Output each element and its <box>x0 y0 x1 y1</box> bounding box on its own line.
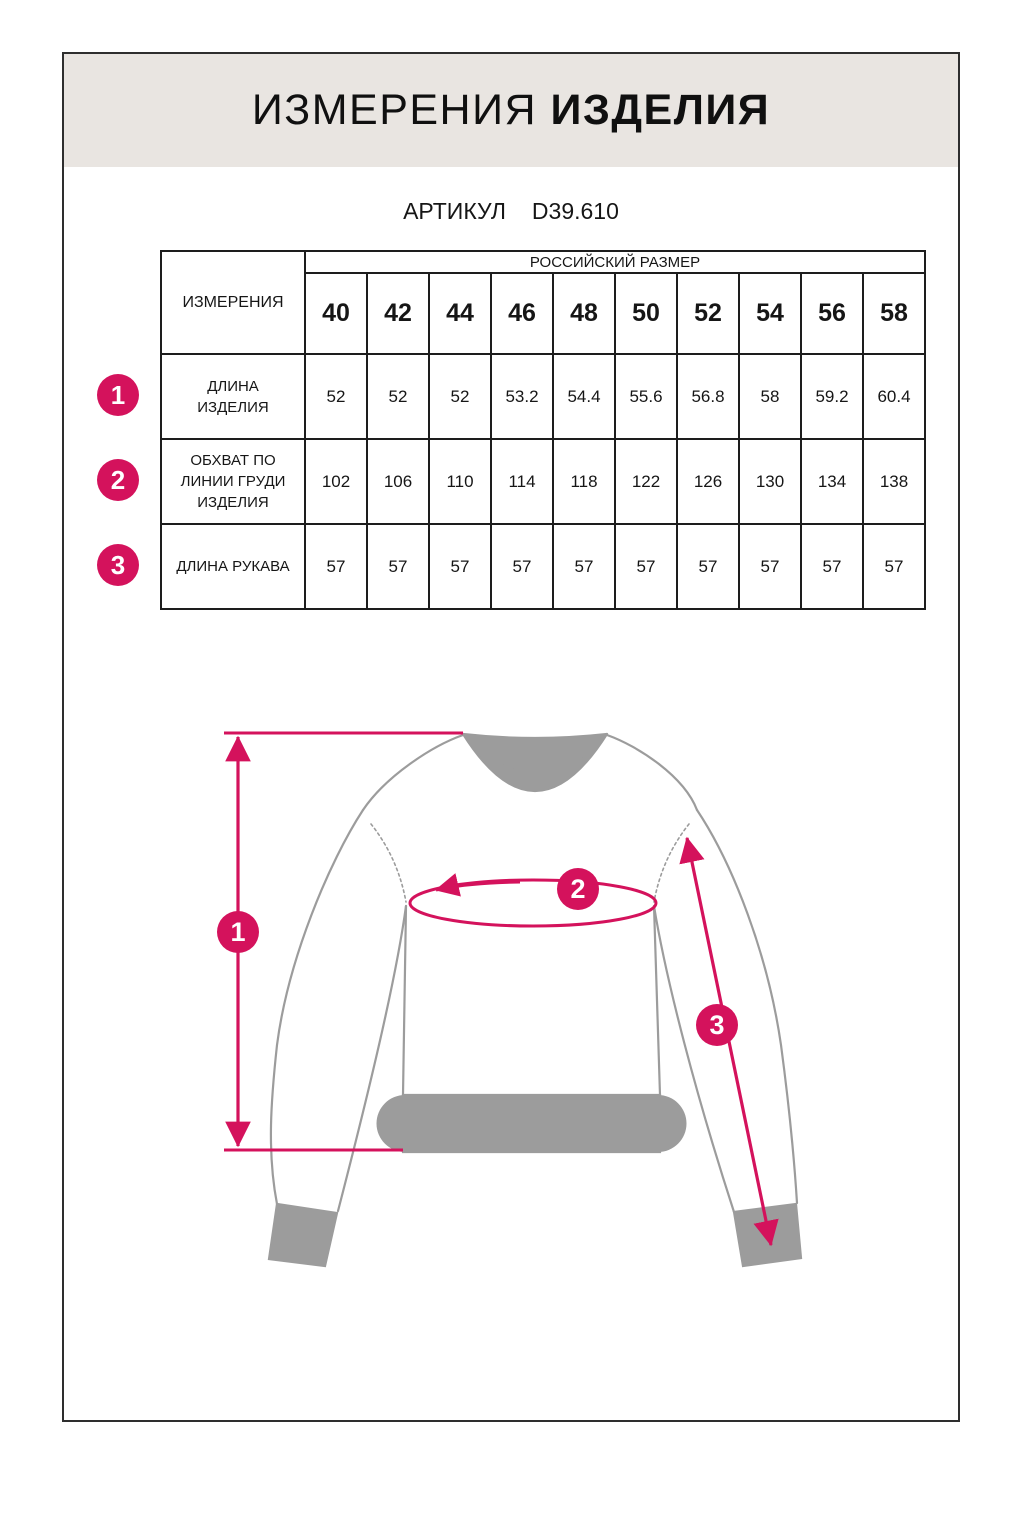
value-cell: 114 <box>491 439 553 524</box>
table-row-sleeve <box>161 524 925 609</box>
body-outline <box>403 906 406 1095</box>
size-header-cell: 58 <box>863 273 925 354</box>
row-marker-badge-1: 1 <box>97 374 139 416</box>
size-header-cell: 48 <box>553 273 615 354</box>
value-cell: 52 <box>367 354 429 439</box>
value-cell: 122 <box>615 439 677 524</box>
value-cell: 57 <box>367 524 429 609</box>
size-header-cell: 40 <box>305 273 367 354</box>
measurements-header-cell: ИЗМЕРЕНИЯ <box>161 251 305 354</box>
article-value: D39.610 <box>531 198 619 224</box>
article-label: АРТИКУЛ <box>403 198 506 224</box>
shoulder-line <box>363 735 463 810</box>
left-cuff-ribbing <box>271 1231 333 1240</box>
page-title-bold: ИЗДЕЛИЯ <box>550 86 771 134</box>
diagram-marker-2 <box>557 868 599 910</box>
value-cell: 130 <box>739 439 801 524</box>
value-cell: 57 <box>491 524 553 609</box>
article-line <box>64 198 958 225</box>
value-cell: 60.4 <box>863 354 925 439</box>
right-sleeve-outline <box>654 906 734 1212</box>
value-cell: 102 <box>305 439 367 524</box>
page-title-regular: ИЗМЕРЕНИЯ <box>251 86 538 134</box>
armhole-seam-dotted <box>654 824 689 902</box>
value-cell: 138 <box>863 439 925 524</box>
table-row-chest <box>161 439 925 524</box>
chest-measure-ellipse <box>410 880 656 926</box>
header-band <box>64 54 958 167</box>
size-header-cell: 50 <box>615 273 677 354</box>
value-cell: 57 <box>305 524 367 609</box>
length-measure-arrow <box>224 733 463 1150</box>
value-cell: 59.2 <box>801 354 863 439</box>
size-header-cell: 46 <box>491 273 553 354</box>
value-cell: 58 <box>739 354 801 439</box>
row-marker-badge-3: 3 <box>97 544 139 586</box>
diagram-markers <box>217 868 738 1046</box>
row-label: ДЛИНА РУКАВА <box>161 524 305 609</box>
value-cell: 110 <box>429 439 491 524</box>
size-header-cell: 56 <box>801 273 863 354</box>
row-label: ОБХВАТ ПО ЛИНИИ ГРУДИ ИЗДЕЛИЯ <box>161 439 305 524</box>
size-header-cell: 54 <box>739 273 801 354</box>
value-cell: 57 <box>429 524 491 609</box>
left-sleeve-outline <box>271 810 363 1204</box>
value-cell: 56.8 <box>677 354 739 439</box>
size-header-cell: 52 <box>677 273 739 354</box>
value-cell: 57 <box>739 524 801 609</box>
value-cell: 126 <box>677 439 739 524</box>
size-header-cell: 44 <box>429 273 491 354</box>
row-label: ДЛИНА ИЗДЕЛИЯ <box>161 354 305 439</box>
value-cell: 118 <box>553 439 615 524</box>
svg-text:3: 3 <box>709 1010 725 1040</box>
value-cell: 134 <box>801 439 863 524</box>
value-cell: 52 <box>305 354 367 439</box>
size-header-cell: 42 <box>367 273 429 354</box>
value-cell: 54.4 <box>553 354 615 439</box>
size-group-header-cell: РОССИЙСКИЙ РАЗМЕР <box>305 251 925 273</box>
value-cell: 57 <box>615 524 677 609</box>
svg-text:1: 1 <box>230 917 246 947</box>
svg-text:2: 2 <box>570 874 586 904</box>
page-title <box>252 86 770 135</box>
left-sleeve-outline <box>338 906 406 1211</box>
diagram-marker-1 <box>217 911 259 953</box>
table-group-header-row <box>161 251 925 273</box>
shoulder-line <box>607 735 697 810</box>
value-cell: 57 <box>553 524 615 609</box>
armhole-seam-dotted <box>371 824 406 902</box>
row-marker-badge-2: 2 <box>97 459 139 501</box>
diagram-marker-3 <box>696 1004 738 1046</box>
value-cell: 53.2 <box>491 354 553 439</box>
value-cell: 52 <box>429 354 491 439</box>
table-row-length <box>161 354 925 439</box>
value-cell: 55.6 <box>615 354 677 439</box>
value-cell: 57 <box>801 524 863 609</box>
measurement-annotations <box>224 733 771 1245</box>
garment-diagram <box>140 690 860 1330</box>
value-cell: 57 <box>677 524 739 609</box>
value-cell: 106 <box>367 439 429 524</box>
value-cell: 57 <box>863 524 925 609</box>
collar-ribbing <box>465 740 605 776</box>
size-table <box>160 250 926 610</box>
